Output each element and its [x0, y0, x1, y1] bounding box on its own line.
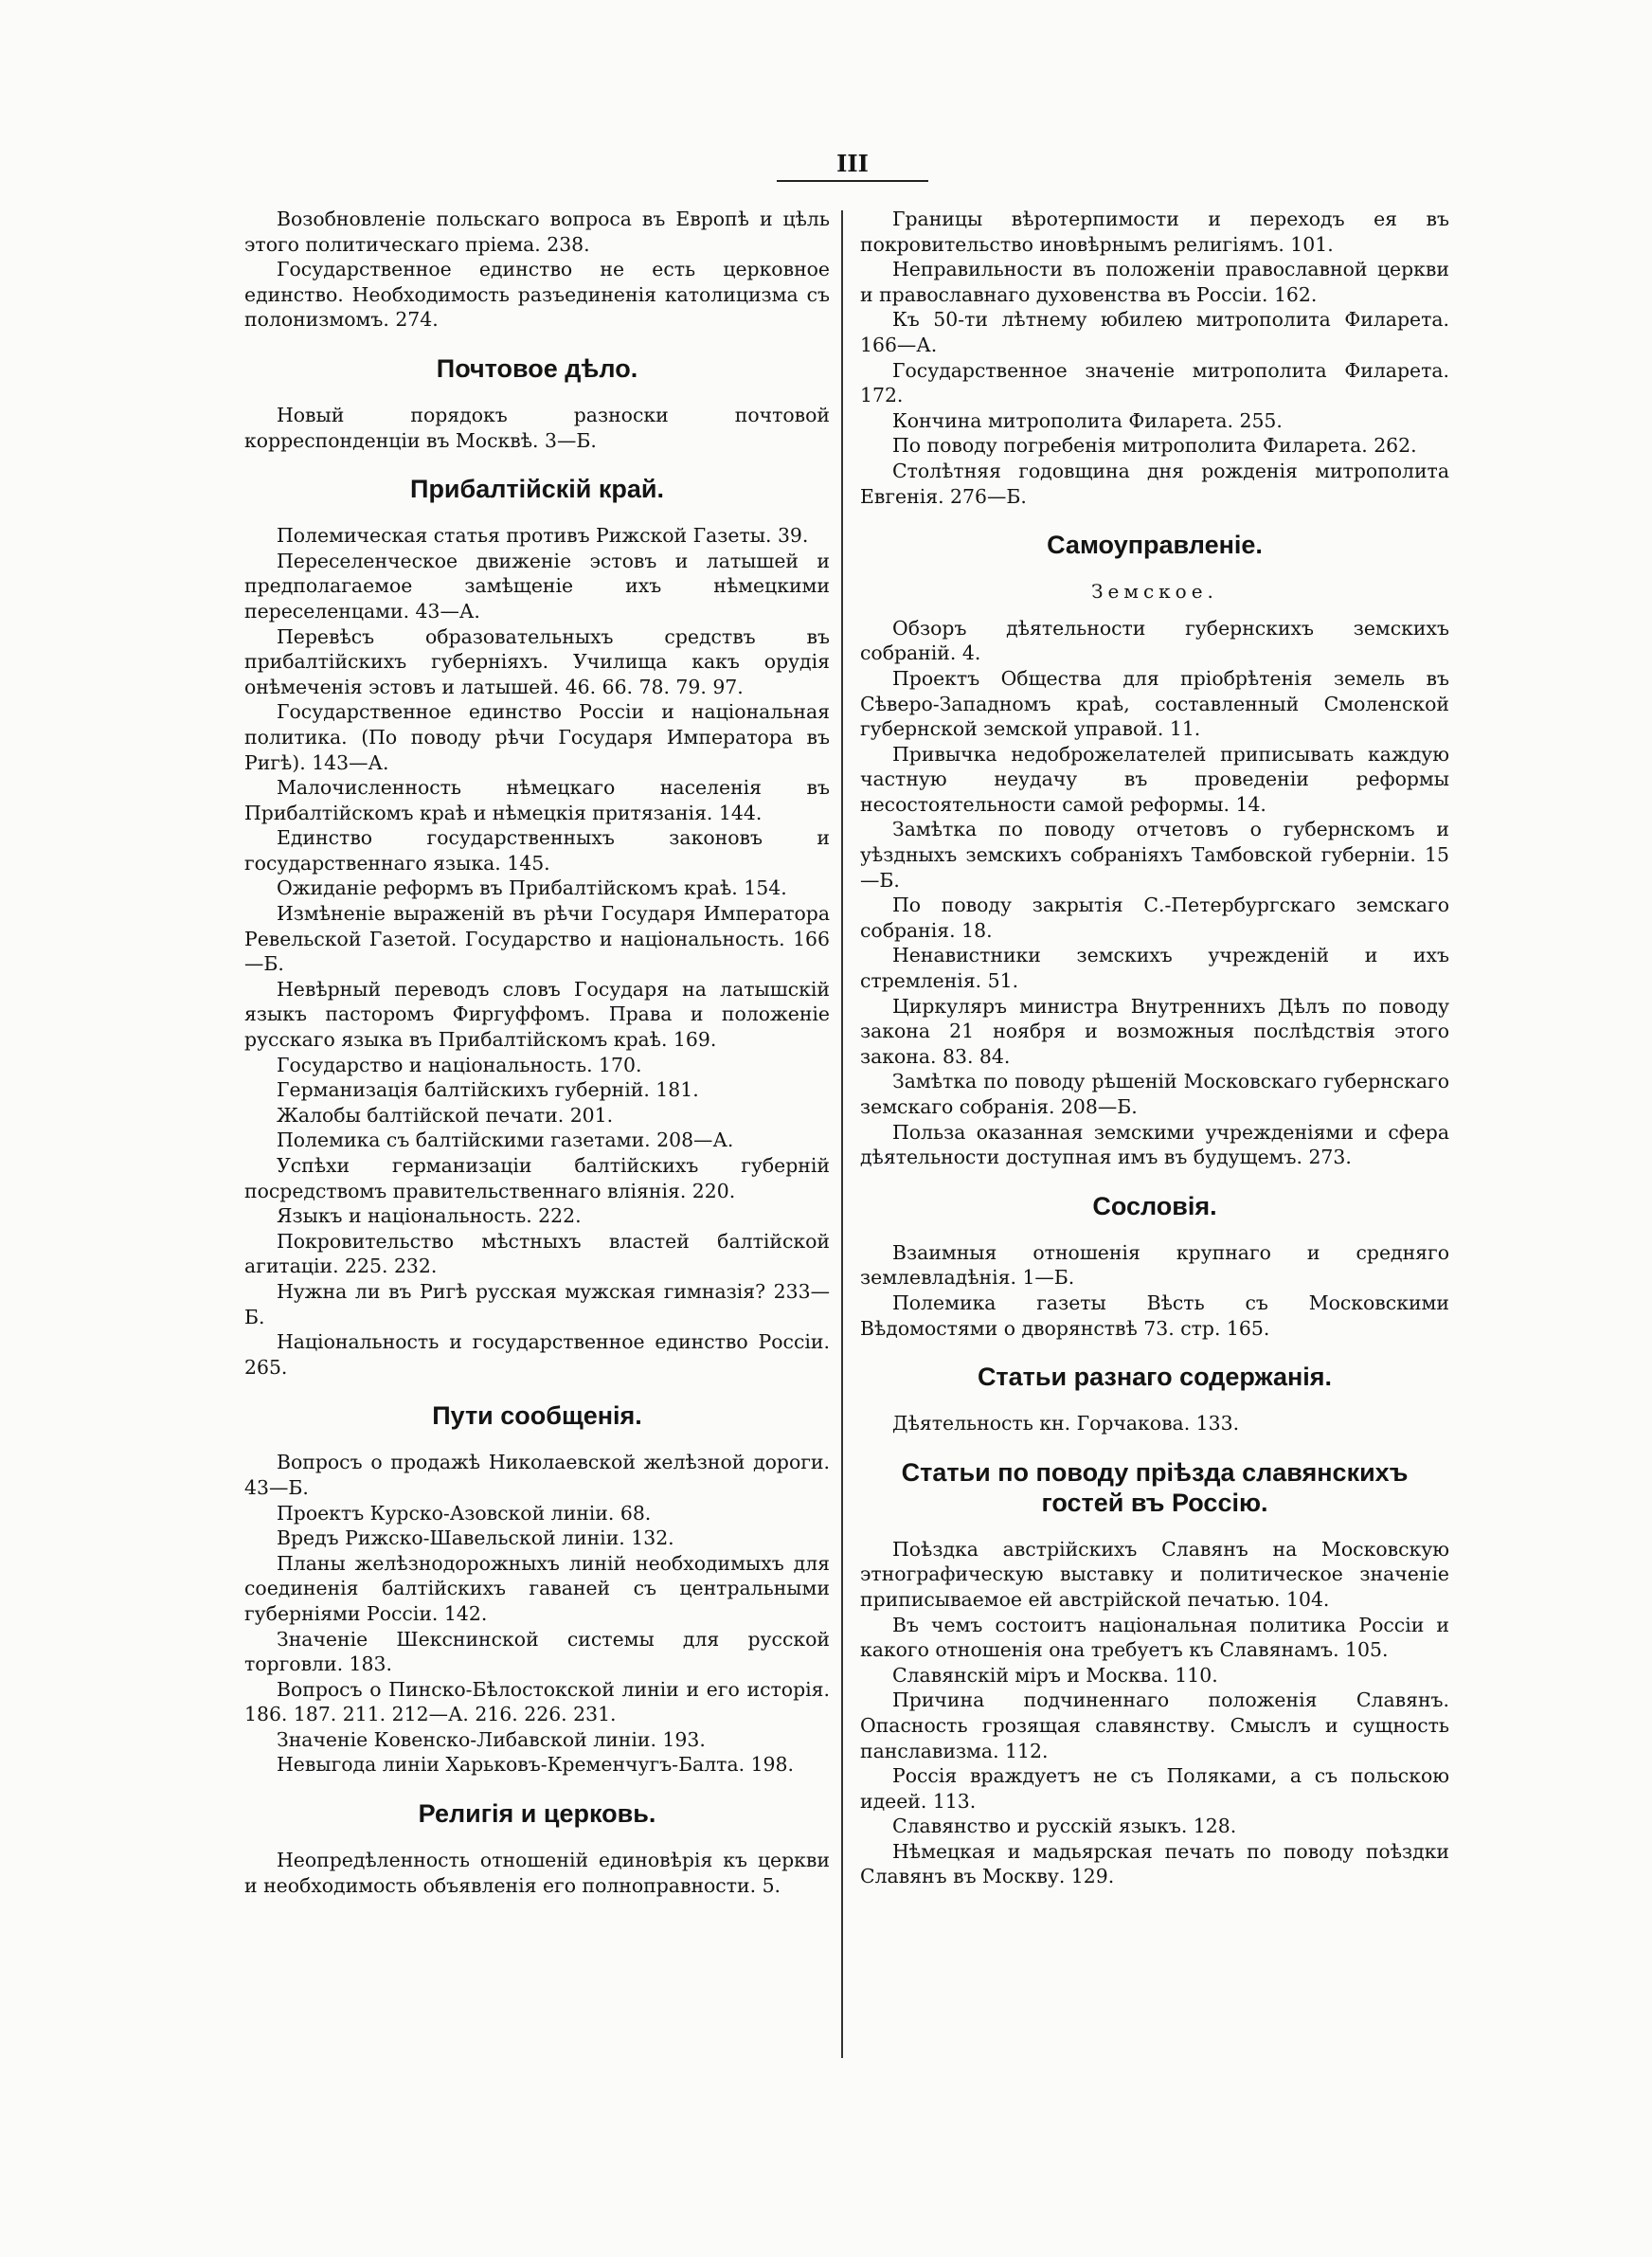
index-entry: Языкъ и національность. 222. — [277, 1204, 582, 1228]
index-entry: Ненавистники земскихъ учрежденій и ихъ стремленія. 51. — [860, 944, 1449, 993]
section-heading: Статьи по поводу пріѣзда славянскихъ гостей въ Россію. — [901, 1457, 1409, 1517]
index-entry: Циркуляръ министра Внутреннихъ Дѣлъ по поводу закона 21 ноября и возможныя послѣдствія этого закона. 83. 84. — [860, 994, 1449, 1068]
index-entry: Полемика газеты Вѣсть съ Московскими Вѣдомостями о дворянствѣ 73. стр. 165. — [860, 1291, 1449, 1340]
section-heading: Статьи разнаго содержанія. — [977, 1363, 1333, 1392]
index-entry: По поводу погребенія митрополита Филарета. 262. — [892, 434, 1417, 458]
index-entry: Единство государственныхъ законовъ и государственнаго языка. 145. — [244, 826, 830, 875]
index-entry: Польза оказанная земскими учрежденіями и сфера дѣятельности доступная имъ въ будущемъ. 273. — [860, 1120, 1449, 1169]
index-entry: Ожиданіе реформъ въ Прибалтійскомъ краѣ. 154. — [277, 876, 787, 900]
section-heading: Религія и церковь. — [418, 1799, 656, 1829]
index-entry: Славянство и русскій языкъ. 128. — [892, 1815, 1237, 1838]
section-heading: Пути сообщенія. — [432, 1401, 642, 1431]
index-entry: Переселенческое движеніе эстовъ и латышей и предполагаемое замѣщеніе ихъ нѣмецкими переселенцами. 43—А. — [244, 549, 830, 623]
index-entry: Границы вѣротерпимости и переходъ ея въ покровительство иновѣрнымъ религіямъ. 101. — [860, 208, 1449, 256]
index-entry: Новый порядокъ разноски почтовой корреспонденціи въ Москвѣ. 3—Б. — [244, 403, 830, 452]
page-number-rule — [777, 180, 928, 182]
right-column — [860, 207, 1449, 1889]
index-entry: Дѣятельность кн. Горчакова. 133. — [892, 1412, 1240, 1435]
index-entry: Нѣмецкая и мадьярская печать по поводу поѣздки Славянъ въ Москву. 129. — [860, 1839, 1449, 1888]
index-entry: По поводу закрытія С.-Петербургскаго земскаго собранія. 18. — [860, 894, 1449, 942]
index-entry: Невѣрный переводъ словъ Государя на латышскій языкъ пасторомъ Фиргуффомъ. Права и положеніе русскаго языка въ Прибалтійскомъ краѣ. 169. — [244, 977, 830, 1052]
section-heading: Самоуправленіе. — [1047, 531, 1263, 560]
index-entry: Жалобы балтійской печати. 201. — [277, 1103, 614, 1127]
section-heading: Сословія. — [1092, 1191, 1217, 1220]
index-entry: Государственное единство Россіи и національная политика. (По поводу рѣчи Государя Императора въ Ригѣ). 143—А. — [244, 700, 830, 774]
index-entry: Значеніе Шекснинской системы для русской торговли. 183. — [244, 1627, 830, 1676]
index-entry: Замѣтка по поводу отчетовъ о губернскомъ и уѣздныхъ земскихъ собраніяхъ Тамбовской губерніи. 15—Б. — [860, 818, 1449, 892]
index-entry: Національность и государственное единство Россіи. 265. — [244, 1330, 830, 1379]
index-entry: Государство и національность. 170. — [277, 1053, 642, 1076]
index-entry: Неопредѣленность отношеній единовѣрія къ церкви и необходимость объявленія его полноправности. 5. — [244, 1849, 830, 1897]
index-entry: Кончина митрополита Филарета. 255. — [892, 408, 1283, 432]
index-entry: Невыгода линіи Харьковъ-Кременчугъ-Балта. 198. — [277, 1753, 794, 1777]
index-entry: Вредъ Рижско-Шавельской линіи. 132. — [277, 1526, 674, 1550]
index-entry: Проектъ Общества для пріобрѣтенія земель въ Сѣверо-Западномъ краѣ, составленный Смоленской губернской земской управой. 11. — [860, 666, 1449, 741]
left-column — [244, 207, 830, 1898]
index-entry: Столѣтняя годовщина дня рожденія митрополита Евгенія. 276—Б. — [860, 459, 1449, 508]
index-entry: Перевѣсъ образовательныхъ средствъ въ прибалтійскихъ губерніяхъ. Училища какъ орудія онѣмеченія эстовъ и латышей. 46. 66. 78. 79. 97. — [244, 624, 830, 698]
index-entry: Успѣхи германизаціи балтійскихъ губерній посредствомъ правительственнаго вліянія. 220. — [244, 1154, 830, 1202]
index-entry: Полемическая статья противъ Рижской Газеты. 39. — [277, 524, 809, 548]
index-entry: Привычка недоброжелателей приписывать каждую частную неудачу въ проведеніи реформы несостоятельности самой реформы. 14. — [860, 742, 1449, 816]
index-entry: Покровительство мѣстныхъ властей балтійской агитаціи. 225. 232. — [244, 1229, 830, 1278]
index-entry: Взаимныя отношенія крупнаго и средняго землевладѣнія. 1—Б. — [860, 1240, 1449, 1290]
index-entry: Возобновленіе польскаго вопроса въ Европѣ и цѣль этого политическаго пріема. 238. — [244, 208, 830, 256]
index-entry: Обзоръ дѣятельности губернскихъ земскихъ собраній. 4. — [860, 616, 1449, 665]
index-entry: Причина подчиненнаго положенія Славянъ. Опасность грозящая славянству. Смыслъ и сущность панславизма. 112. — [860, 1688, 1449, 1762]
section-heading: Почтовое дѣло. — [436, 353, 638, 383]
section-heading: Прибалтійскій край. — [410, 475, 664, 504]
index-entry: Планы желѣзнодорожныхъ линій необходимыхъ для соединенія балтійскихъ гаваней съ центральными губерніями Россіи. 142. — [244, 1551, 830, 1625]
index-entry: Полемика съ балтійскими газетами. 208—А. — [277, 1128, 734, 1152]
section-subheading: Земское. — [1091, 580, 1218, 604]
index-entry: Россія враждуетъ не съ Поляками, а съ польскою идеей. 113. — [860, 1764, 1449, 1813]
index-entry: Государственное значеніе митрополита Филарета. 172. — [860, 358, 1449, 407]
index-entry: Малочисленность нѣмецкаго населенія въ Прибалтійскомъ краѣ и нѣмецкія притязанія. 144. — [244, 776, 830, 824]
index-entry: Къ 50-ти лѣтнему юбилею митрополита Филарета. 166—А. — [860, 308, 1449, 356]
index-entry: Въ чемъ состоитъ національная политика Россіи и какого отношенія она требуетъ къ Славянамъ. 105. — [860, 1613, 1449, 1662]
index-entry: Вопросъ о Пинско-Бѣлостокской линіи и его исторія. 186. 187. 211. 212—А. 216. 226. 231. — [244, 1677, 830, 1726]
index-entry: Неправильности въ положеніи православной церкви и православнаго духовенства въ Россіи. 162. — [860, 258, 1449, 306]
index-entry: Вопросъ о продажѣ Николаевской желѣзной дороги. 43—Б. — [244, 1451, 830, 1499]
index-entry: Нужна ли въ Ригѣ русская мужская гимназія? 233—Б. — [244, 1279, 830, 1328]
index-entry: Поѣздка австрійскихъ Славянъ на Московскую этнографическую выставку и политическое значеніе приписываемое ей австрійской печатью. 104. — [860, 1537, 1449, 1611]
index-entry: Измѣненіе выраженій въ рѣчи Государя Императора Ревельской Газетой. Государство и національность. 166—Б. — [244, 902, 830, 976]
index-entry: Славянскій міръ и Москва. 110. — [892, 1663, 1218, 1687]
index-entry: Германизація балтійскихъ губерній. 181. — [277, 1078, 699, 1102]
index-entry: Замѣтка по поводу рѣшеній Московскаго губернскаго земскаго собранія. 208—Б. — [860, 1070, 1449, 1118]
index-entry: Проектъ Курско-Азовской линіи. 68. — [277, 1501, 652, 1525]
column-divider — [841, 210, 843, 2058]
index-entry: Государственное единство не есть церковное единство. Необходимость разъединенія католицизма съ полонизмомъ. 274. — [244, 258, 830, 332]
index-entry: Значеніе Ковенско-Либавской линіи. 193. — [277, 1727, 706, 1751]
page-number: III — [836, 150, 869, 177]
